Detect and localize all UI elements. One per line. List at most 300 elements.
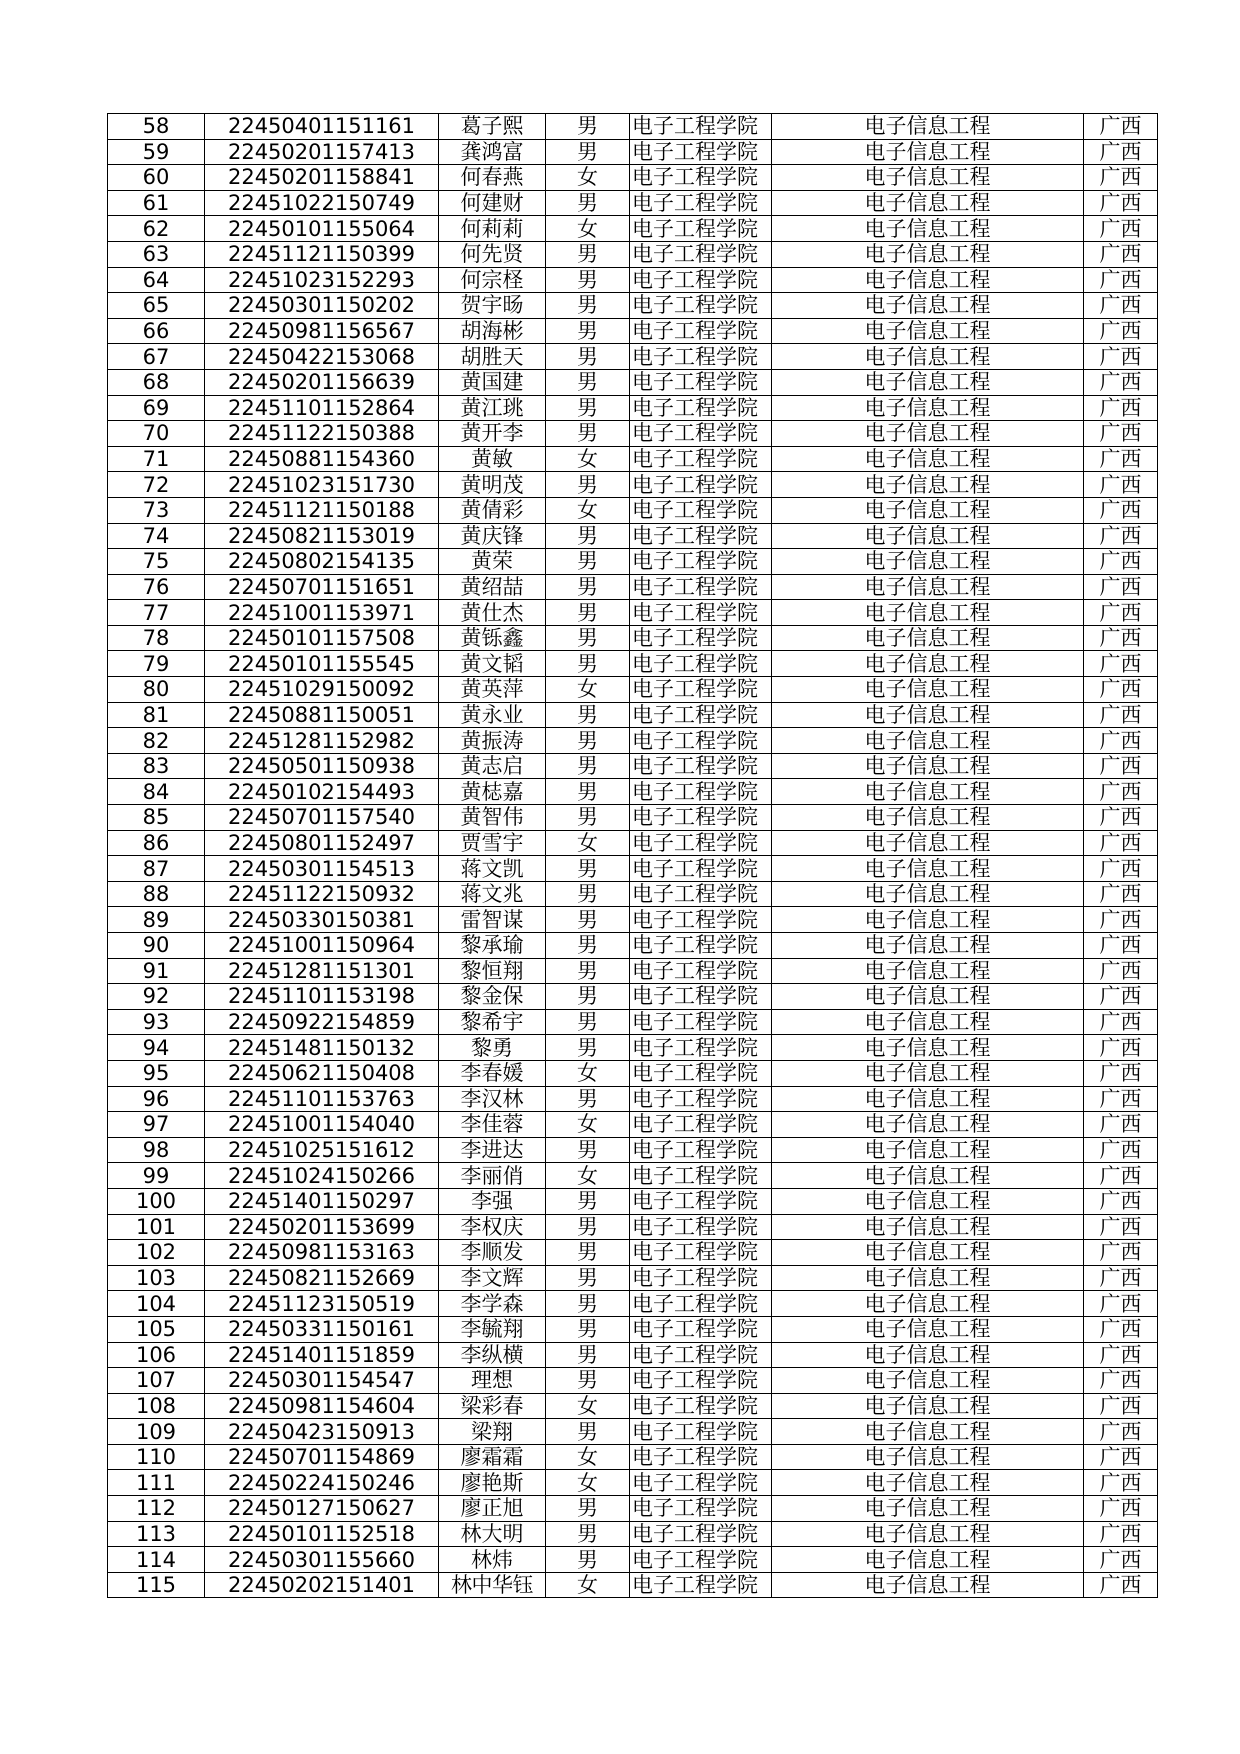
major-cell: 电子信息工程 bbox=[772, 933, 1084, 959]
college-cell: 电子工程学院 bbox=[630, 293, 772, 319]
province-cell: 广西 bbox=[1084, 1240, 1158, 1266]
major-cell: 电子信息工程 bbox=[772, 446, 1084, 472]
student-id-cell: 22451121150188 bbox=[205, 497, 439, 523]
major-cell: 电子信息工程 bbox=[772, 1214, 1084, 1240]
college-cell: 电子工程学院 bbox=[630, 549, 772, 575]
row-number-cell: 78 bbox=[108, 625, 205, 651]
student-id-cell: 22450330150381 bbox=[205, 907, 439, 933]
gender-cell: 男 bbox=[546, 1214, 630, 1240]
student-id-cell: 22451401151859 bbox=[205, 1342, 439, 1368]
row-number-cell: 86 bbox=[108, 830, 205, 856]
row-number-cell: 104 bbox=[108, 1291, 205, 1317]
student-table-body bbox=[108, 114, 1158, 1598]
major-cell: 电子信息工程 bbox=[772, 1444, 1084, 1470]
row-number-cell: 66 bbox=[108, 318, 205, 344]
college-cell: 电子工程学院 bbox=[630, 523, 772, 549]
college-cell: 电子工程学院 bbox=[630, 958, 772, 984]
student-name-cell: 廖正旭 bbox=[439, 1496, 546, 1522]
gender-cell: 女 bbox=[546, 216, 630, 242]
row-number-cell: 83 bbox=[108, 753, 205, 779]
major-cell: 电子信息工程 bbox=[772, 549, 1084, 575]
major-cell: 电子信息工程 bbox=[772, 1163, 1084, 1189]
row-number-cell: 107 bbox=[108, 1368, 205, 1394]
gender-cell: 男 bbox=[546, 625, 630, 651]
student-id-cell: 22451029150092 bbox=[205, 677, 439, 703]
gender-cell: 男 bbox=[546, 805, 630, 831]
table-row bbox=[108, 1112, 1158, 1138]
college-cell: 电子工程学院 bbox=[630, 702, 772, 728]
province-cell: 广西 bbox=[1084, 114, 1158, 140]
gender-cell: 男 bbox=[546, 728, 630, 754]
student-name-cell: 蒋文兆 bbox=[439, 881, 546, 907]
student-name-cell: 李毓翔 bbox=[439, 1316, 546, 1342]
college-cell: 电子工程学院 bbox=[630, 984, 772, 1010]
major-cell: 电子信息工程 bbox=[772, 830, 1084, 856]
college-cell: 电子工程学院 bbox=[630, 1060, 772, 1086]
table-row bbox=[108, 958, 1158, 984]
row-number-cell: 96 bbox=[108, 1086, 205, 1112]
college-cell: 电子工程学院 bbox=[630, 190, 772, 216]
gender-cell: 男 bbox=[546, 1521, 630, 1547]
student-id-cell: 22450621150408 bbox=[205, 1060, 439, 1086]
college-cell: 电子工程学院 bbox=[630, 1368, 772, 1394]
table-row bbox=[108, 114, 1158, 140]
row-number-cell: 91 bbox=[108, 958, 205, 984]
gender-cell: 男 bbox=[546, 344, 630, 370]
student-id-cell: 22451023152293 bbox=[205, 267, 439, 293]
student-name-cell: 李佳蓉 bbox=[439, 1112, 546, 1138]
province-cell: 广西 bbox=[1084, 267, 1158, 293]
student-id-cell: 22451121150399 bbox=[205, 241, 439, 267]
student-name-cell: 黄铄鑫 bbox=[439, 625, 546, 651]
table-row bbox=[108, 1444, 1158, 1470]
student-name-cell: 龚鸿富 bbox=[439, 139, 546, 165]
student-name-cell: 黄敏 bbox=[439, 446, 546, 472]
province-cell: 广西 bbox=[1084, 369, 1158, 395]
college-cell: 电子工程学院 bbox=[630, 881, 772, 907]
major-cell: 电子信息工程 bbox=[772, 267, 1084, 293]
college-cell: 电子工程学院 bbox=[630, 1342, 772, 1368]
province-cell: 广西 bbox=[1084, 497, 1158, 523]
college-cell: 电子工程学院 bbox=[630, 1470, 772, 1496]
gender-cell: 女 bbox=[546, 165, 630, 191]
table-row bbox=[108, 805, 1158, 831]
major-cell: 电子信息工程 bbox=[772, 190, 1084, 216]
major-cell: 电子信息工程 bbox=[772, 984, 1084, 1010]
province-cell: 广西 bbox=[1084, 702, 1158, 728]
major-cell: 电子信息工程 bbox=[772, 1547, 1084, 1573]
student-id-cell: 22451024150266 bbox=[205, 1163, 439, 1189]
student-id-cell: 22451022150749 bbox=[205, 190, 439, 216]
student-id-cell: 22450701151651 bbox=[205, 574, 439, 600]
student-name-cell: 林炜 bbox=[439, 1547, 546, 1573]
row-number-cell: 108 bbox=[108, 1393, 205, 1419]
college-cell: 电子工程学院 bbox=[630, 779, 772, 805]
student-id-cell: 22451123150519 bbox=[205, 1291, 439, 1317]
student-id-cell: 22450224150246 bbox=[205, 1470, 439, 1496]
student-name-cell: 黎勇 bbox=[439, 1035, 546, 1061]
gender-cell: 男 bbox=[546, 779, 630, 805]
row-number-cell: 82 bbox=[108, 728, 205, 754]
student-name-cell: 黄明茂 bbox=[439, 472, 546, 498]
college-cell: 电子工程学院 bbox=[630, 1240, 772, 1266]
college-cell: 电子工程学院 bbox=[630, 216, 772, 242]
major-cell: 电子信息工程 bbox=[772, 216, 1084, 242]
gender-cell: 男 bbox=[546, 1496, 630, 1522]
table-row bbox=[108, 1163, 1158, 1189]
student-name-cell: 葛子熙 bbox=[439, 114, 546, 140]
college-cell: 电子工程学院 bbox=[630, 1214, 772, 1240]
province-cell: 广西 bbox=[1084, 1342, 1158, 1368]
student-list-sheet bbox=[107, 113, 1158, 1598]
student-id-cell: 22451122150388 bbox=[205, 421, 439, 447]
student-name-cell: 李学森 bbox=[439, 1291, 546, 1317]
major-cell: 电子信息工程 bbox=[772, 1035, 1084, 1061]
province-cell: 广西 bbox=[1084, 1547, 1158, 1573]
table-row bbox=[108, 1086, 1158, 1112]
college-cell: 电子工程学院 bbox=[630, 907, 772, 933]
table-row bbox=[108, 318, 1158, 344]
province-cell: 广西 bbox=[1084, 907, 1158, 933]
major-cell: 电子信息工程 bbox=[772, 1137, 1084, 1163]
province-cell: 广西 bbox=[1084, 1086, 1158, 1112]
province-cell: 广西 bbox=[1084, 1496, 1158, 1522]
row-number-cell: 68 bbox=[108, 369, 205, 395]
row-number-cell: 62 bbox=[108, 216, 205, 242]
province-cell: 广西 bbox=[1084, 958, 1158, 984]
table-row bbox=[108, 1240, 1158, 1266]
student-id-cell: 22450201158841 bbox=[205, 165, 439, 191]
table-row bbox=[108, 421, 1158, 447]
table-row bbox=[108, 984, 1158, 1010]
row-number-cell: 64 bbox=[108, 267, 205, 293]
student-name-cell: 李丽俏 bbox=[439, 1163, 546, 1189]
province-cell: 广西 bbox=[1084, 395, 1158, 421]
student-id-cell: 22450922154859 bbox=[205, 1009, 439, 1035]
student-id-cell: 22450802154135 bbox=[205, 549, 439, 575]
student-id-cell: 22450201156639 bbox=[205, 369, 439, 395]
table-row bbox=[108, 1035, 1158, 1061]
province-cell: 广西 bbox=[1084, 1291, 1158, 1317]
college-cell: 电子工程学院 bbox=[630, 1316, 772, 1342]
row-number-cell: 100 bbox=[108, 1188, 205, 1214]
province-cell: 广西 bbox=[1084, 1137, 1158, 1163]
college-cell: 电子工程学院 bbox=[630, 1086, 772, 1112]
student-id-cell: 22451101152864 bbox=[205, 395, 439, 421]
row-number-cell: 75 bbox=[108, 549, 205, 575]
province-cell: 广西 bbox=[1084, 856, 1158, 882]
college-cell: 电子工程学院 bbox=[630, 574, 772, 600]
row-number-cell: 87 bbox=[108, 856, 205, 882]
student-id-cell: 22451001153971 bbox=[205, 600, 439, 626]
student-id-cell: 22450301154547 bbox=[205, 1368, 439, 1394]
table-row bbox=[108, 446, 1158, 472]
province-cell: 广西 bbox=[1084, 216, 1158, 242]
row-number-cell: 67 bbox=[108, 344, 205, 370]
college-cell: 电子工程学院 bbox=[630, 1419, 772, 1445]
student-name-cell: 贺宇旸 bbox=[439, 293, 546, 319]
row-number-cell: 98 bbox=[108, 1137, 205, 1163]
table-row bbox=[108, 1470, 1158, 1496]
student-id-cell: 22451001150964 bbox=[205, 933, 439, 959]
major-cell: 电子信息工程 bbox=[772, 856, 1084, 882]
college-cell: 电子工程学院 bbox=[630, 1572, 772, 1598]
student-id-cell: 22450301155660 bbox=[205, 1547, 439, 1573]
student-name-cell: 贾雪宇 bbox=[439, 830, 546, 856]
row-number-cell: 70 bbox=[108, 421, 205, 447]
student-id-cell: 22450881154360 bbox=[205, 446, 439, 472]
gender-cell: 男 bbox=[546, 395, 630, 421]
table-row bbox=[108, 216, 1158, 242]
province-cell: 广西 bbox=[1084, 549, 1158, 575]
college-cell: 电子工程学院 bbox=[630, 1112, 772, 1138]
table-row bbox=[108, 830, 1158, 856]
major-cell: 电子信息工程 bbox=[772, 114, 1084, 140]
student-name-cell: 李权庆 bbox=[439, 1214, 546, 1240]
college-cell: 电子工程学院 bbox=[630, 856, 772, 882]
table-row bbox=[108, 395, 1158, 421]
major-cell: 电子信息工程 bbox=[772, 651, 1084, 677]
student-name-cell: 何莉莉 bbox=[439, 216, 546, 242]
province-cell: 广西 bbox=[1084, 805, 1158, 831]
student-name-cell: 黎恒翔 bbox=[439, 958, 546, 984]
student-name-cell: 李顺发 bbox=[439, 1240, 546, 1266]
gender-cell: 男 bbox=[546, 1240, 630, 1266]
student-name-cell: 黄仕杰 bbox=[439, 600, 546, 626]
row-number-cell: 79 bbox=[108, 651, 205, 677]
major-cell: 电子信息工程 bbox=[772, 881, 1084, 907]
province-cell: 广西 bbox=[1084, 881, 1158, 907]
row-number-cell: 63 bbox=[108, 241, 205, 267]
table-row bbox=[108, 1291, 1158, 1317]
row-number-cell: 71 bbox=[108, 446, 205, 472]
student-id-cell: 22451025151612 bbox=[205, 1137, 439, 1163]
major-cell: 电子信息工程 bbox=[772, 1342, 1084, 1368]
table-row bbox=[108, 293, 1158, 319]
table-row bbox=[108, 1316, 1158, 1342]
row-number-cell: 92 bbox=[108, 984, 205, 1010]
college-cell: 电子工程学院 bbox=[630, 677, 772, 703]
gender-cell: 女 bbox=[546, 677, 630, 703]
table-row bbox=[108, 677, 1158, 703]
student-name-cell: 黄梽嘉 bbox=[439, 779, 546, 805]
student-name-cell: 林中华钰 bbox=[439, 1572, 546, 1598]
row-number-cell: 59 bbox=[108, 139, 205, 165]
college-cell: 电子工程学院 bbox=[630, 472, 772, 498]
college-cell: 电子工程学院 bbox=[630, 625, 772, 651]
gender-cell: 男 bbox=[546, 1265, 630, 1291]
row-number-cell: 61 bbox=[108, 190, 205, 216]
major-cell: 电子信息工程 bbox=[772, 1470, 1084, 1496]
gender-cell: 男 bbox=[546, 702, 630, 728]
college-cell: 电子工程学院 bbox=[630, 600, 772, 626]
college-cell: 电子工程学院 bbox=[630, 446, 772, 472]
table-row bbox=[108, 881, 1158, 907]
student-id-cell: 22450301150202 bbox=[205, 293, 439, 319]
student-name-cell: 梁彩春 bbox=[439, 1393, 546, 1419]
student-name-cell: 何春燕 bbox=[439, 165, 546, 191]
gender-cell: 男 bbox=[546, 472, 630, 498]
major-cell: 电子信息工程 bbox=[772, 1521, 1084, 1547]
college-cell: 电子工程学院 bbox=[630, 344, 772, 370]
student-name-cell: 蒋文凯 bbox=[439, 856, 546, 882]
student-id-cell: 22451481150132 bbox=[205, 1035, 439, 1061]
major-cell: 电子信息工程 bbox=[772, 1368, 1084, 1394]
gender-cell: 男 bbox=[546, 600, 630, 626]
college-cell: 电子工程学院 bbox=[630, 241, 772, 267]
gender-cell: 男 bbox=[546, 1188, 630, 1214]
gender-cell: 男 bbox=[546, 1009, 630, 1035]
row-number-cell: 115 bbox=[108, 1572, 205, 1598]
gender-cell: 男 bbox=[546, 1419, 630, 1445]
college-cell: 电子工程学院 bbox=[630, 651, 772, 677]
gender-cell: 男 bbox=[546, 421, 630, 447]
major-cell: 电子信息工程 bbox=[772, 241, 1084, 267]
table-row bbox=[108, 165, 1158, 191]
province-cell: 广西 bbox=[1084, 523, 1158, 549]
college-cell: 电子工程学院 bbox=[630, 421, 772, 447]
student-name-cell: 李纵横 bbox=[439, 1342, 546, 1368]
major-cell: 电子信息工程 bbox=[772, 600, 1084, 626]
row-number-cell: 69 bbox=[108, 395, 205, 421]
table-row bbox=[108, 241, 1158, 267]
major-cell: 电子信息工程 bbox=[772, 677, 1084, 703]
province-cell: 广西 bbox=[1084, 600, 1158, 626]
table-row bbox=[108, 1137, 1158, 1163]
gender-cell: 女 bbox=[546, 1470, 630, 1496]
major-cell: 电子信息工程 bbox=[772, 139, 1084, 165]
table-row bbox=[108, 1342, 1158, 1368]
student-name-cell: 黄江珧 bbox=[439, 395, 546, 421]
college-cell: 电子工程学院 bbox=[630, 1521, 772, 1547]
major-cell: 电子信息工程 bbox=[772, 421, 1084, 447]
row-number-cell: 77 bbox=[108, 600, 205, 626]
table-row bbox=[108, 651, 1158, 677]
gender-cell: 男 bbox=[546, 318, 630, 344]
student-name-cell: 黄永业 bbox=[439, 702, 546, 728]
student-name-cell: 黄智伟 bbox=[439, 805, 546, 831]
college-cell: 电子工程学院 bbox=[630, 395, 772, 421]
major-cell: 电子信息工程 bbox=[772, 1572, 1084, 1598]
gender-cell: 男 bbox=[546, 933, 630, 959]
student-id-cell: 22450301154513 bbox=[205, 856, 439, 882]
student-id-cell: 22451122150932 bbox=[205, 881, 439, 907]
college-cell: 电子工程学院 bbox=[630, 933, 772, 959]
province-cell: 广西 bbox=[1084, 318, 1158, 344]
table-row bbox=[108, 1188, 1158, 1214]
table-row bbox=[108, 625, 1158, 651]
gender-cell: 男 bbox=[546, 293, 630, 319]
row-number-cell: 114 bbox=[108, 1547, 205, 1573]
gender-cell: 男 bbox=[546, 856, 630, 882]
student-id-cell: 22450821152669 bbox=[205, 1265, 439, 1291]
table-row bbox=[108, 728, 1158, 754]
college-cell: 电子工程学院 bbox=[630, 1035, 772, 1061]
row-number-cell: 88 bbox=[108, 881, 205, 907]
gender-cell: 女 bbox=[546, 497, 630, 523]
table-row bbox=[108, 190, 1158, 216]
student-id-cell: 22450101155064 bbox=[205, 216, 439, 242]
major-cell: 电子信息工程 bbox=[772, 1316, 1084, 1342]
province-cell: 广西 bbox=[1084, 446, 1158, 472]
student-id-cell: 22450331150161 bbox=[205, 1316, 439, 1342]
student-name-cell: 何建财 bbox=[439, 190, 546, 216]
college-cell: 电子工程学院 bbox=[630, 369, 772, 395]
major-cell: 电子信息工程 bbox=[772, 1419, 1084, 1445]
college-cell: 电子工程学院 bbox=[630, 1496, 772, 1522]
major-cell: 电子信息工程 bbox=[772, 1112, 1084, 1138]
student-name-cell: 黄振涛 bbox=[439, 728, 546, 754]
college-cell: 电子工程学院 bbox=[630, 497, 772, 523]
table-row bbox=[108, 1572, 1158, 1598]
table-row bbox=[108, 1496, 1158, 1522]
student-name-cell: 黎金保 bbox=[439, 984, 546, 1010]
gender-cell: 男 bbox=[546, 984, 630, 1010]
college-cell: 电子工程学院 bbox=[630, 1444, 772, 1470]
college-cell: 电子工程学院 bbox=[630, 1137, 772, 1163]
student-name-cell: 李进达 bbox=[439, 1137, 546, 1163]
gender-cell: 男 bbox=[546, 1368, 630, 1394]
major-cell: 电子信息工程 bbox=[772, 805, 1084, 831]
province-cell: 广西 bbox=[1084, 344, 1158, 370]
student-name-cell: 何先贤 bbox=[439, 241, 546, 267]
major-cell: 电子信息工程 bbox=[772, 1086, 1084, 1112]
gender-cell: 男 bbox=[546, 1316, 630, 1342]
table-row bbox=[108, 344, 1158, 370]
major-cell: 电子信息工程 bbox=[772, 293, 1084, 319]
row-number-cell: 94 bbox=[108, 1035, 205, 1061]
student-id-cell: 22450981154604 bbox=[205, 1393, 439, 1419]
major-cell: 电子信息工程 bbox=[772, 958, 1084, 984]
major-cell: 电子信息工程 bbox=[772, 728, 1084, 754]
college-cell: 电子工程学院 bbox=[630, 267, 772, 293]
table-row bbox=[108, 779, 1158, 805]
table-row bbox=[108, 472, 1158, 498]
province-cell: 广西 bbox=[1084, 472, 1158, 498]
gender-cell: 男 bbox=[546, 369, 630, 395]
table-row bbox=[108, 369, 1158, 395]
province-cell: 广西 bbox=[1084, 625, 1158, 651]
row-number-cell: 80 bbox=[108, 677, 205, 703]
major-cell: 电子信息工程 bbox=[772, 625, 1084, 651]
row-number-cell: 84 bbox=[108, 779, 205, 805]
province-cell: 广西 bbox=[1084, 139, 1158, 165]
student-name-cell: 廖霜霜 bbox=[439, 1444, 546, 1470]
major-cell: 电子信息工程 bbox=[772, 753, 1084, 779]
student-id-cell: 22450981156567 bbox=[205, 318, 439, 344]
province-cell: 广西 bbox=[1084, 1060, 1158, 1086]
college-cell: 电子工程学院 bbox=[630, 805, 772, 831]
student-id-cell: 22450202151401 bbox=[205, 1572, 439, 1598]
province-cell: 广西 bbox=[1084, 1444, 1158, 1470]
major-cell: 电子信息工程 bbox=[772, 1240, 1084, 1266]
student-id-cell: 22450981153163 bbox=[205, 1240, 439, 1266]
student-id-cell: 22450201157413 bbox=[205, 139, 439, 165]
college-cell: 电子工程学院 bbox=[630, 753, 772, 779]
student-name-cell: 黄庆锋 bbox=[439, 523, 546, 549]
row-number-cell: 103 bbox=[108, 1265, 205, 1291]
student-name-cell: 黄英萍 bbox=[439, 677, 546, 703]
student-name-cell: 理想 bbox=[439, 1368, 546, 1394]
province-cell: 广西 bbox=[1084, 677, 1158, 703]
province-cell: 广西 bbox=[1084, 421, 1158, 447]
student-id-cell: 22451101153198 bbox=[205, 984, 439, 1010]
row-number-cell: 73 bbox=[108, 497, 205, 523]
student-id-cell: 22451281151301 bbox=[205, 958, 439, 984]
gender-cell: 男 bbox=[546, 114, 630, 140]
gender-cell: 女 bbox=[546, 1112, 630, 1138]
gender-cell: 男 bbox=[546, 267, 630, 293]
